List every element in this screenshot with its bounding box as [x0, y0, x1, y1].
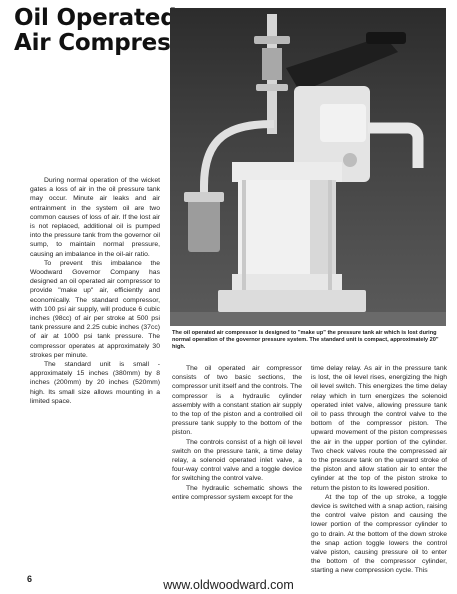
- photo-valve-port: [343, 153, 357, 167]
- paragraph: The standard unit is small - approximately 15 inches (380mm) by 8 inches (200mm) by 20 inches (520mm) high. Its small size allows mounting in a limited space.: [30, 361, 160, 405]
- paragraph: At the top of the up stroke, a toggle device is switched with a snap action, raising the control valve piston and causing the lower portion of the compressor cylinder to go to drain. At the bottom of the down stroke the snap action toggle lowers the control valve piston, causing pressure oil to enter the bottom of the compressor cylinder, starting a new compression cycle. This: [311, 493, 447, 575]
- photo-toggle-arm: [286, 36, 398, 92]
- paragraph: The oil operated air compressor consists of two basic sections, the compressor unit itself and the controls. The compressor is a hydraulic cylinder assembly with a constant station air supply to the top of the piston and a controlled oil pressure tank supply to the bottom of the piston.: [172, 365, 302, 437]
- photo-tie-rod-right: [328, 180, 332, 290]
- photo-floor: [170, 312, 446, 326]
- right-text-column: [311, 364, 447, 576]
- title-line-1: Oil Operated: [14, 5, 177, 31]
- photo-cylinder-band: [232, 274, 342, 290]
- photo-valve-block: [320, 104, 366, 142]
- paragraph: During normal operation of the wicket gates a loss of air in the oil pressure tank may occur. Minute air leaks and air entrainment in the system oil are two common causes of loss of air. If the lost air is not replaced, additional oil is pumped into the pressure tank from the governor oil sump, to maintain normal pressure, causing an imbalance in the oil-air ratio.: [30, 177, 160, 258]
- compressor-photo: [170, 8, 446, 326]
- photo-cylinder-shade: [310, 180, 336, 286]
- footer-url[interactable]: www.oldwoodward.com: [163, 578, 294, 592]
- left-text-column: [30, 176, 160, 406]
- middle-text-column: [172, 364, 302, 502]
- photo-toggle-handle: [366, 32, 406, 44]
- paragraph: The hydraulic schematic shows the entire compressor system except for the: [172, 484, 302, 501]
- photo-tie-rod-left: [242, 180, 246, 290]
- title-line-2: Air Compressor: [14, 30, 211, 56]
- paragraph: The controls consist of a high oil level switch on the pressure tank, a time delay relay, a solenoid operated inlet valve, a four-way control valve and a toggle device for switching the control valve.: [172, 438, 302, 483]
- photo-elbow-fitting: [368, 128, 418, 168]
- photo-solenoid-cap: [184, 192, 224, 202]
- paragraph: To prevent this imbalance the Woodward Governor Company has designed an oil operated air compressor to provide "make up" air, efficiently and economically. The standard compressor, with 100 psi air supply, will produce 6 cubic inches (98cc) of air per stroke at 500 psi tank pressure and 2.25 cubic inches (37cc) of air at 1000 psi tank pressure. The compressor operates at approximately 30 strokes per minute.: [30, 259, 160, 359]
- photo-disc-mid: [256, 84, 288, 91]
- page-number: 6: [27, 574, 33, 584]
- photo-caption: The oil operated air compressor is designed to "make up" the pressure tank air which is lost during normal operation of the governor pressure system. The standard unit is compact, approximately 20" high.: [172, 330, 439, 350]
- photo-disc-top: [254, 36, 290, 44]
- photo-cylinder-cap: [232, 162, 342, 182]
- photo-base: [218, 290, 366, 312]
- paragraph: time delay relay. As air in the pressure tank is lost, the oil level rises, energizing the high oil level switch. This energizes the time delay relay which in turn energizes the solenoid operated inlet valve, allowing pressure tank oil to pass through the control valve to the bottom of the compressor piston. The upward movement of the piston compresses the air in the upper portion of the cylinder. Two check valves route the compressed air to the pressure tank on the upward stroke of the piston and allow station air to enter the cylinder at the top of the piston stroke to return the piston to its lowered position.: [311, 365, 447, 492]
- photo-solenoid: [188, 198, 220, 252]
- photo-spring: [262, 48, 282, 80]
